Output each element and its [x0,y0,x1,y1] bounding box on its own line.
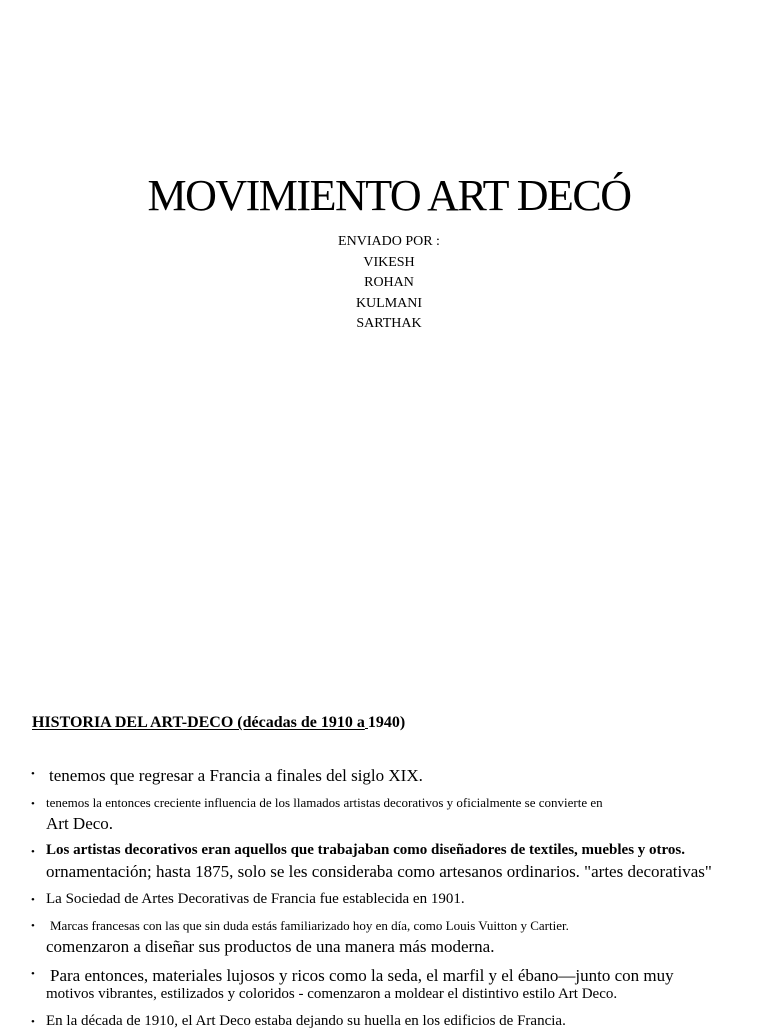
section-heading-rest: 1940) [367,714,406,731]
list-item-line: Marcas francesas con las que sin duda estás familiarizado hoy en día, como Louis Vuitton y Cartier. [50,918,569,933]
author-name: KULMANI [355,295,423,311]
section-heading [32,713,405,733]
list-item-line: motivos vibrantes, estilizados y coloridos - comenzaron a moldear el distintivo estilo Art Deco. [46,986,618,1002]
list-item-line: tenemos que regresar a Francia a finales del siglo XIX. [49,766,423,785]
bullet-icon: • [31,968,35,980]
author-name: VIKESH [363,254,415,270]
bullet-icon: • [31,768,35,780]
bullet-icon: • [31,846,35,858]
list-item-line: Los artistas decorativos eran aquellos que trabajaban como diseñadores de textiles, muebles y otros. [46,842,686,858]
bullet-icon: • [31,798,35,810]
author-block [0,232,768,335]
list-item-line: Para entonces, materiales lujosos y ricos como la seda, el marfil y el ébano—junto con muy [50,966,674,985]
sent-by-label: ENVIADO POR : [338,234,440,249]
section-heading-underlined: HISTORIA DEL ART-DECO (décadas de 1910 a [32,714,365,731]
list-item-line: ornamentación; hasta 1875, solo se les consideraba como artesanos ordinarios. "artes decorativas" [46,862,712,881]
bullet-icon: • [31,894,35,906]
list-item-line: comenzaron a diseñar sus productos de una manera más moderna. [46,937,495,956]
list-item-line: En la década de 1910, el Art Deco estaba dejando su huella en los edificios de Francia. [46,1013,566,1029]
list-item-line: Art Deco. [46,814,114,833]
list-item-line: La Sociedad de Artes Decorativas de Francia fue establecida en 1901. [46,891,465,907]
document-title: MOVIMIENTO ART DECÓ [147,171,631,220]
author-name: SARTHAK [356,316,422,331]
bullet-icon: • [31,1016,35,1028]
author-name: ROHAN [364,275,414,290]
bullet-icon: • [31,920,35,932]
list-item-line: tenemos la entonces creciente influencia de los llamados artistas decorativos y oficialmente se convierte en [46,795,603,810]
